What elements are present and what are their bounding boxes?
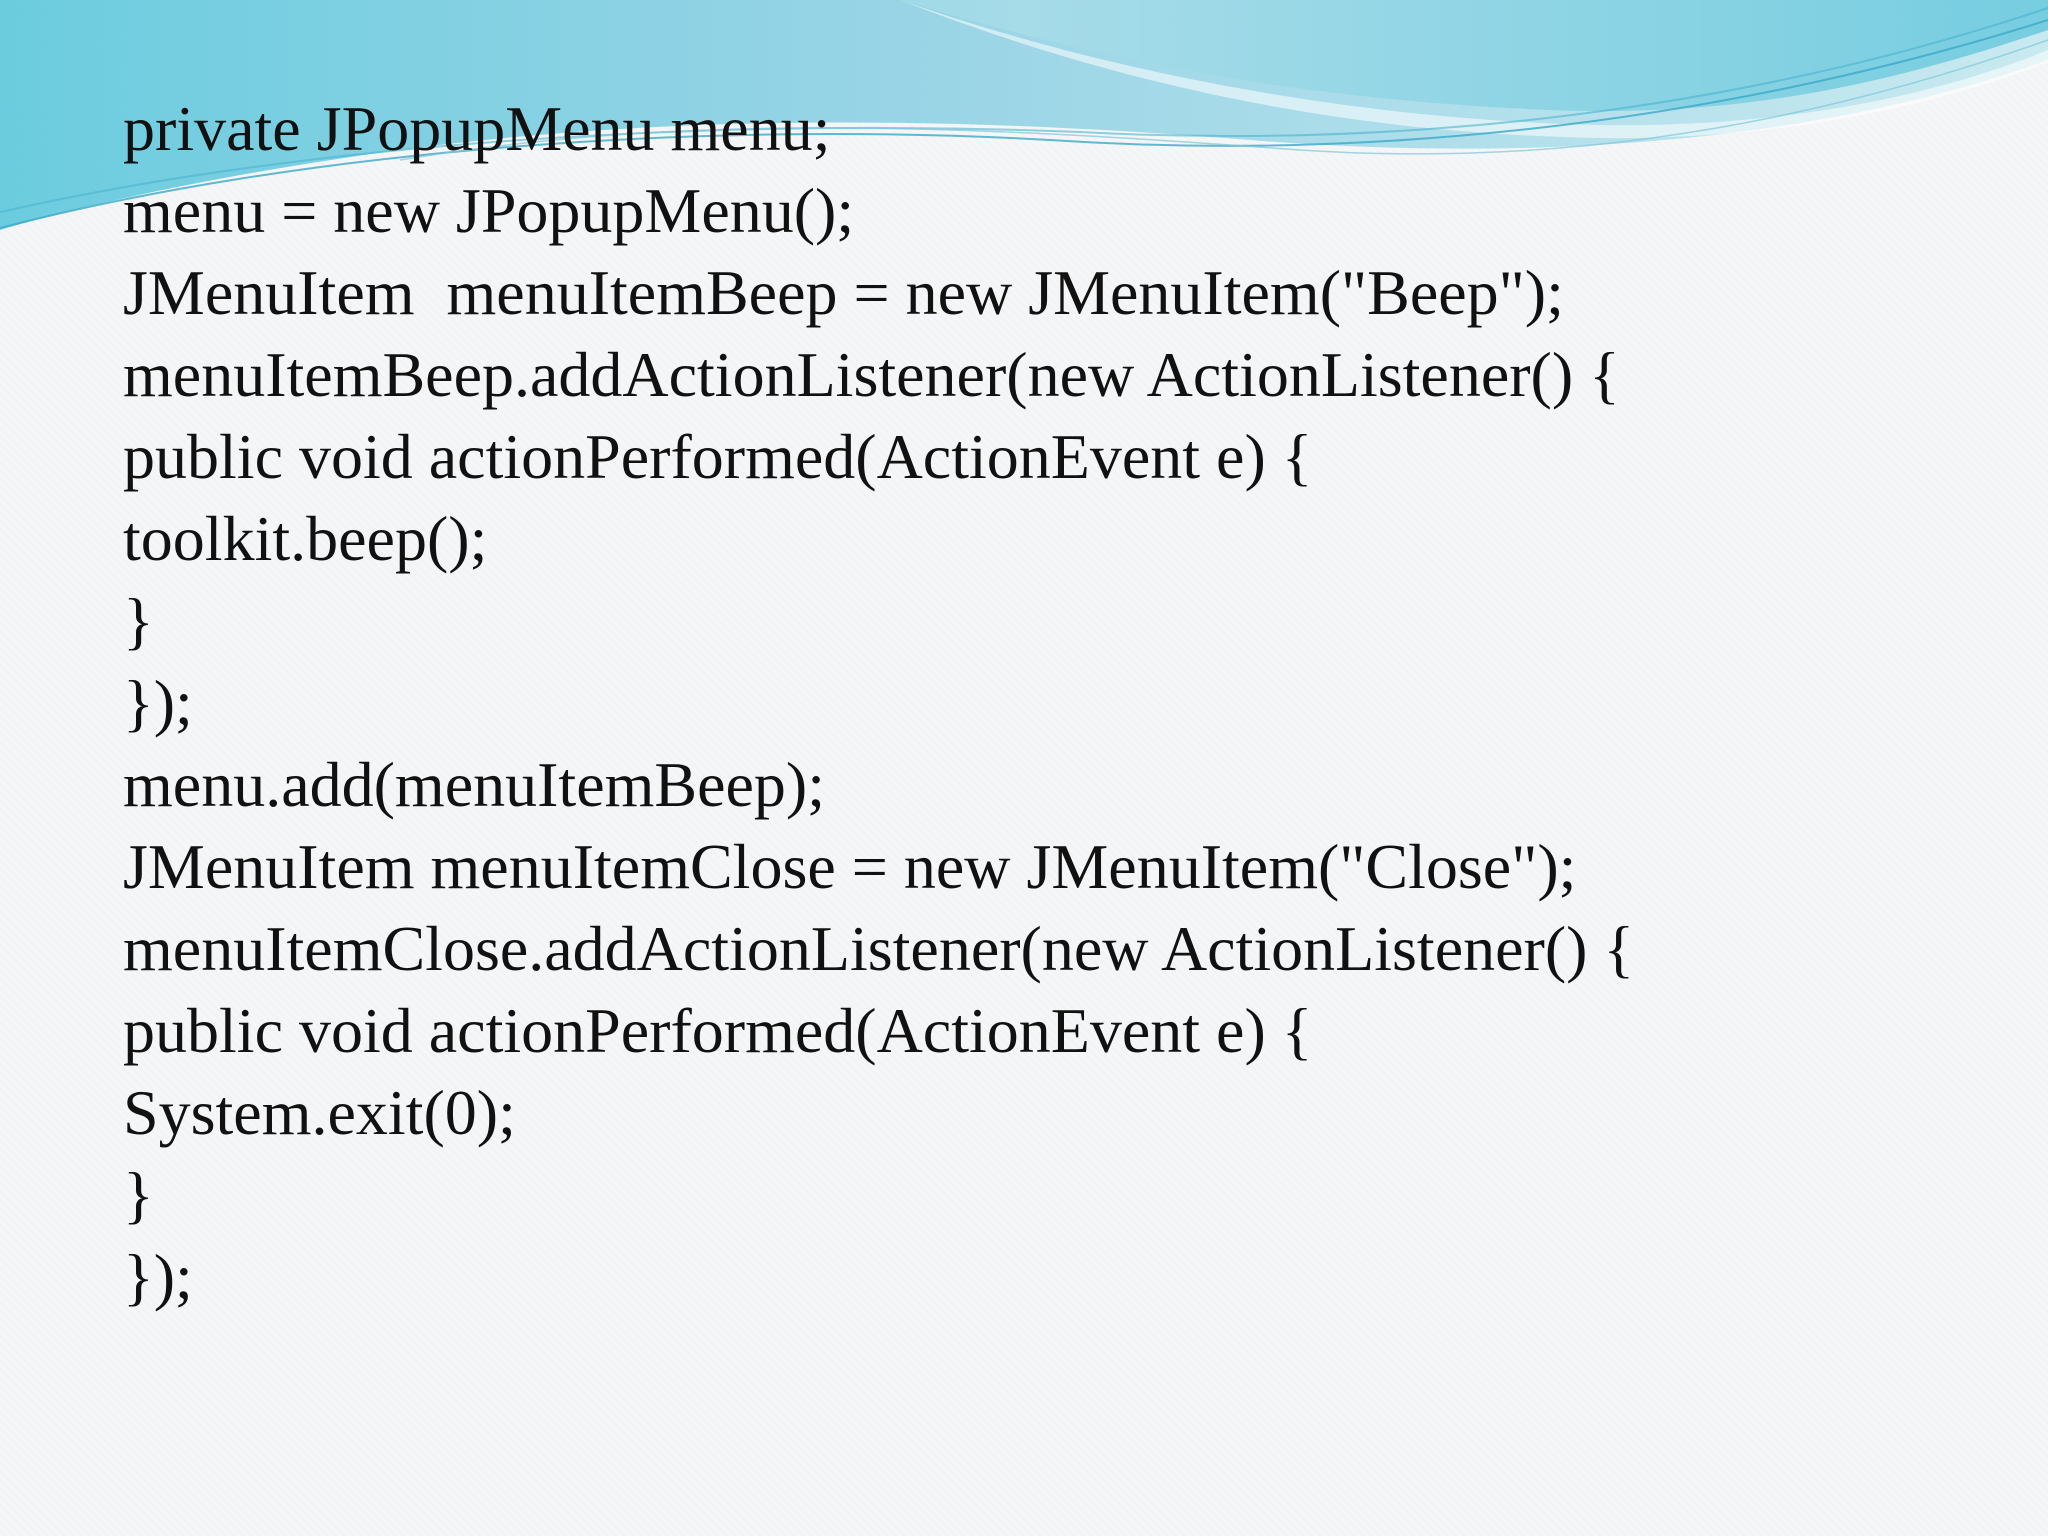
code-line: private JPopupMenu menu; xyxy=(123,93,831,164)
code-line: System.exit(0); xyxy=(123,1077,516,1148)
code-line: } xyxy=(123,1159,154,1230)
code-line: } xyxy=(123,585,154,656)
code-line: menu.add(menuItemBeep); xyxy=(123,749,825,820)
code-line: menuItemClose.addActionListener(new ActionListener() { xyxy=(123,913,1635,984)
code-line: menuItemBeep.addActionListener(new ActionListener() { xyxy=(123,339,1620,410)
code-line: menu = new JPopupMenu(); xyxy=(123,175,855,246)
code-block xyxy=(123,88,2003,1318)
code-line: }); xyxy=(123,1241,193,1312)
code-line: JMenuItem menuItemBeep = new JMenuItem("Beep"); xyxy=(123,257,1564,328)
code-line: }); xyxy=(123,667,193,738)
code-line: JMenuItem menuItemClose = new JMenuItem("Close"); xyxy=(123,831,1577,902)
code-line: public void actionPerformed(ActionEvent e) { xyxy=(123,995,1313,1066)
code-line: public void actionPerformed(ActionEvent e) { xyxy=(123,421,1313,492)
code-line: toolkit.beep(); xyxy=(123,503,488,574)
